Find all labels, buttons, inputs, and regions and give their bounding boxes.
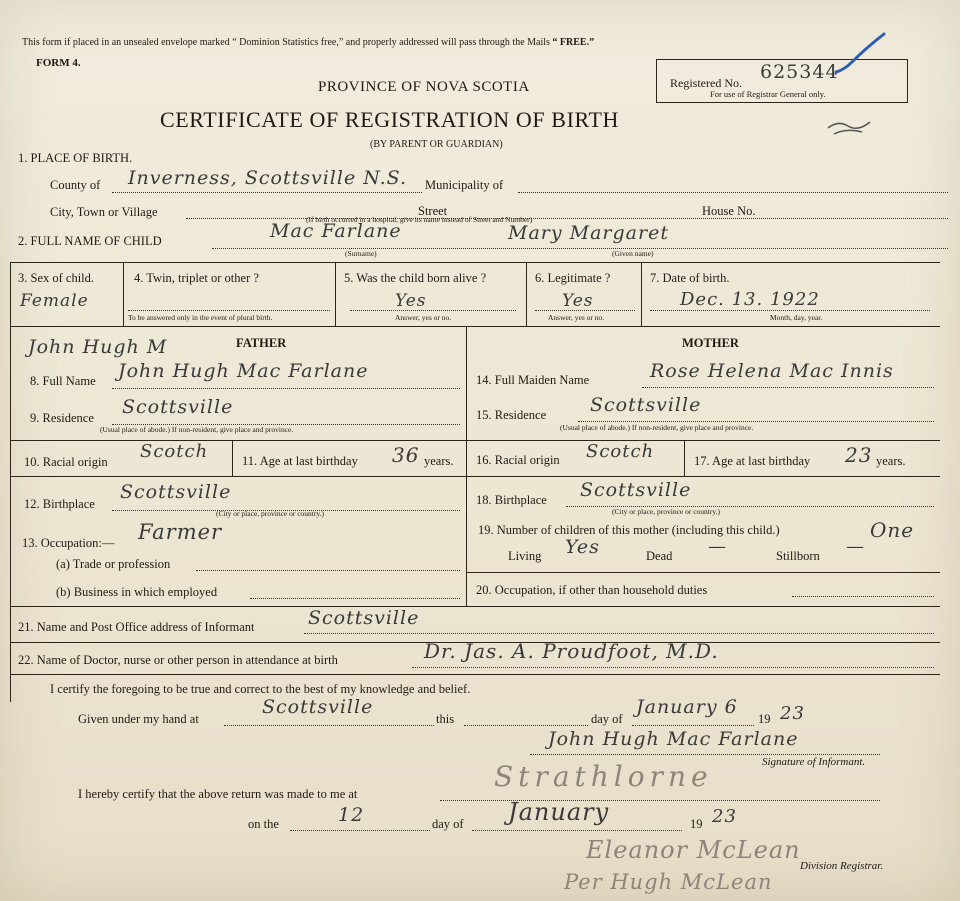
legit-value: Yes [562, 291, 594, 311]
given-hand-label: Given under my hand at [78, 712, 199, 726]
father-age-value: 36 [392, 443, 420, 467]
day-of-label-2: day of [432, 817, 464, 831]
mother-stillborn-label: Stillborn [776, 549, 820, 563]
registrar-year-value: 23 [712, 806, 737, 827]
on-day-line [290, 830, 430, 831]
county-label: County of [50, 178, 101, 192]
rule-row3-top [10, 262, 940, 263]
rule-left-border [10, 262, 11, 702]
rule-col-twin [335, 262, 336, 326]
father-trade-label: (a) Trade or profession [56, 557, 171, 571]
birthdate-label: 7. Date of birth. [650, 271, 730, 285]
page-subtitle: (BY PARENT OR GUARDIAN) [370, 139, 503, 150]
rule-father-age [232, 440, 233, 476]
registered-number: 625344 [760, 61, 839, 83]
rule-informant-top [10, 606, 940, 607]
birthdate-value: Dec. 13. 1922 [680, 289, 820, 310]
twin-label: 4. Twin, triplet or other ? [134, 271, 259, 285]
mother-dead-value: — [708, 536, 727, 557]
mother-occupation-label: 20. Occupation, if other than household duties [476, 583, 708, 597]
mother-maiden-line [642, 387, 934, 388]
father-birthplace-note: (City or place, province or country.) [216, 509, 325, 518]
given-day-value: January 6 [636, 696, 738, 718]
surname-note: (Surname) [345, 249, 377, 258]
mother-racial-label: 16. Racial origin [476, 453, 560, 467]
father-name-value: John Hugh Mac Farlane [118, 360, 369, 382]
registered-label: Registered No. [670, 76, 742, 90]
birthdate-line [650, 310, 930, 311]
informant-line [304, 633, 934, 634]
father-residence-label: 9. Residence [30, 411, 94, 425]
mother-maiden-value: Rose Helena Mac Innis [650, 360, 894, 382]
registrar-use-note: For use of Registrar General only. [710, 89, 826, 99]
informant-value: Scottsville [308, 607, 420, 629]
given-year-value: 23 [780, 703, 805, 724]
mother-birthplace-value: Scottsville [580, 479, 692, 501]
mother-heading: MOTHER [682, 336, 739, 350]
mother-age-suffix: years. [876, 454, 906, 468]
mother-residence-label: 15. Residence [476, 408, 547, 422]
this-day-line [464, 725, 588, 726]
certify-statement: I certify the foregoing to be true and correct to the best of my knowledge and belief. [50, 682, 471, 696]
sex-label: 3. Sex of child. [18, 271, 95, 285]
mother-racial-value: Scotch [586, 441, 655, 462]
rule-mother-age [684, 440, 685, 476]
mother-age-label: 17. Age at last birthday [694, 454, 811, 468]
registrar-per-signature: Per Hugh McLean [564, 870, 773, 894]
on-the-label: on the [248, 817, 279, 831]
day-of-label: day of [591, 712, 623, 726]
city-line [186, 218, 948, 219]
twin-note: To be answered only in the event of plural birth. [128, 313, 273, 322]
given-place-line [224, 725, 434, 726]
alive-note: Answer, yes or no. [395, 313, 452, 322]
registrar-year-prefix: 19 [690, 817, 703, 831]
informant-signature: John Hugh Mac Farlane [548, 728, 799, 750]
county-line [112, 192, 422, 193]
mother-living-value: Yes [565, 536, 600, 558]
alive-value: Yes [395, 291, 427, 311]
division-registrar-label: Division Registrar. [800, 860, 884, 872]
doctor-label: 22. Name of Doctor, nurse or other person in attendance at birth [18, 653, 338, 667]
mother-birthplace-note: (City or place, province or country.) [612, 507, 721, 516]
registrar-month-value: January [508, 798, 610, 826]
father-birthplace-value: Scottsville [120, 481, 232, 503]
mother-maiden-label: 14. Full Maiden Name [476, 373, 590, 387]
rule-col-legit [641, 262, 642, 326]
province-title: PROVINCE OF NOVA SCOTIA [318, 79, 530, 95]
registrar-place-line [440, 800, 880, 801]
street-label: Street [418, 204, 448, 218]
mother-living-label: Living [508, 549, 542, 563]
blue-check-mark [830, 30, 890, 80]
informant-signature-line [530, 754, 880, 755]
father-heading: FATHER [236, 336, 287, 350]
registrar-signature: Eleanor McLean [586, 836, 801, 864]
twin-line [128, 310, 330, 311]
mother-dead-label: Dead [646, 549, 673, 563]
day-of-line [632, 725, 754, 726]
informant-signature-label: Signature of Informant. [762, 756, 866, 768]
father-name-line [112, 388, 460, 389]
mother-children-label: 19. Number of children of this mother (including this child.) [478, 523, 780, 537]
month-line [472, 830, 682, 831]
page-title: CERTIFICATE OF REGISTRATION OF BIRTH [160, 107, 619, 132]
rule-row3-bottom [10, 326, 940, 327]
registrar-place-value: Strathlorne [494, 760, 713, 793]
birthdate-note: Month, day, year. [770, 313, 823, 322]
given-place-value: Scottsville [262, 696, 374, 718]
legit-note: Answer, yes or no. [548, 313, 605, 322]
given-year-prefix: 19 [758, 712, 771, 726]
mother-residence-note: (Usual place of abode.) If non-resident, give place and province. [560, 423, 754, 432]
mother-occupation-line [792, 596, 934, 597]
doctor-value: Dr. Jas. A. Proudfoot, M.D. [424, 639, 719, 663]
sex-value: Female [20, 291, 89, 311]
father-age-label: 11. Age at last birthday [242, 454, 358, 468]
father-age-suffix: years. [424, 454, 454, 468]
house-label: House No. [702, 204, 756, 218]
alive-label: 5. Was the child born alive ? [344, 271, 487, 285]
form-number: FORM 4. [36, 57, 81, 69]
mother-age-value: 23 [845, 443, 873, 467]
mother-residence-line [578, 421, 934, 422]
municipality-line [518, 192, 948, 193]
father-scrawl: John Hugh M [28, 336, 168, 358]
mail-notice-text: This form if placed in an unsealed envelope marked “ Dominion Statistics free,” and properly addressed will pass through the Mails [22, 37, 553, 48]
child-surname: Mac Farlane [270, 220, 402, 242]
father-business-label: (b) Business in which employed [56, 585, 218, 599]
rule-racial-bottom [10, 476, 940, 477]
city-label: City, Town or Village [50, 205, 158, 219]
father-racial-value: Scotch [140, 441, 209, 462]
father-residence-value: Scottsville [122, 396, 234, 418]
legit-label: 6. Legitimate ? [535, 271, 611, 285]
informant-label: 21. Name and Post Office address of Informant [18, 620, 255, 634]
doctor-line [412, 667, 934, 668]
rule-col-sex [123, 262, 124, 326]
father-trade-line [196, 570, 460, 571]
child-given-name: Mary Margaret [508, 222, 669, 244]
this-label: this [436, 712, 455, 726]
place-of-birth-heading: 1. PLACE OF BIRTH. [18, 151, 133, 165]
rule-col-alive [526, 262, 527, 326]
mother-residence-value: Scottsville [590, 394, 702, 416]
rule-mother-living [466, 572, 940, 573]
mail-notice-free: “ FREE.” [552, 37, 595, 48]
alive-line [350, 310, 516, 311]
rule-doctor-bottom [10, 674, 940, 675]
given-note: (Given name) [612, 249, 654, 258]
mother-stillborn-value: — [846, 536, 865, 557]
father-residence-note: (Usual place of abode.) If non-resident, give place and province. [100, 425, 294, 434]
mother-birthplace-label: 18. Birthplace [476, 493, 547, 507]
father-name-label: 8. Full Name [30, 374, 96, 388]
child-name-line [212, 248, 948, 249]
municipality-label: Municipality of [425, 178, 504, 192]
hospital-note: (If birth occurred in a hospital, give its name instead of Street and Number) [306, 215, 533, 224]
rule-center-divider [466, 326, 467, 606]
child-name-heading: 2. FULL NAME OF CHILD [18, 234, 162, 248]
mail-notice [22, 38, 594, 48]
registrar-statement: I hereby certify that the above return was made to me at [78, 787, 358, 801]
father-occupation-label: 13. Occupation:— [22, 536, 115, 550]
registrar-stamp-mark [826, 116, 872, 138]
mother-children-value: One [870, 518, 915, 542]
county-value: Inverness, Scottsville N.S. [128, 167, 408, 189]
father-racial-label: 10. Racial origin [24, 455, 108, 469]
legit-line [535, 310, 635, 311]
on-day-value: 12 [338, 804, 365, 826]
father-birthplace-label: 12. Birthplace [24, 497, 95, 511]
father-business-line [250, 598, 460, 599]
father-occupation-value: Farmer [138, 520, 223, 544]
